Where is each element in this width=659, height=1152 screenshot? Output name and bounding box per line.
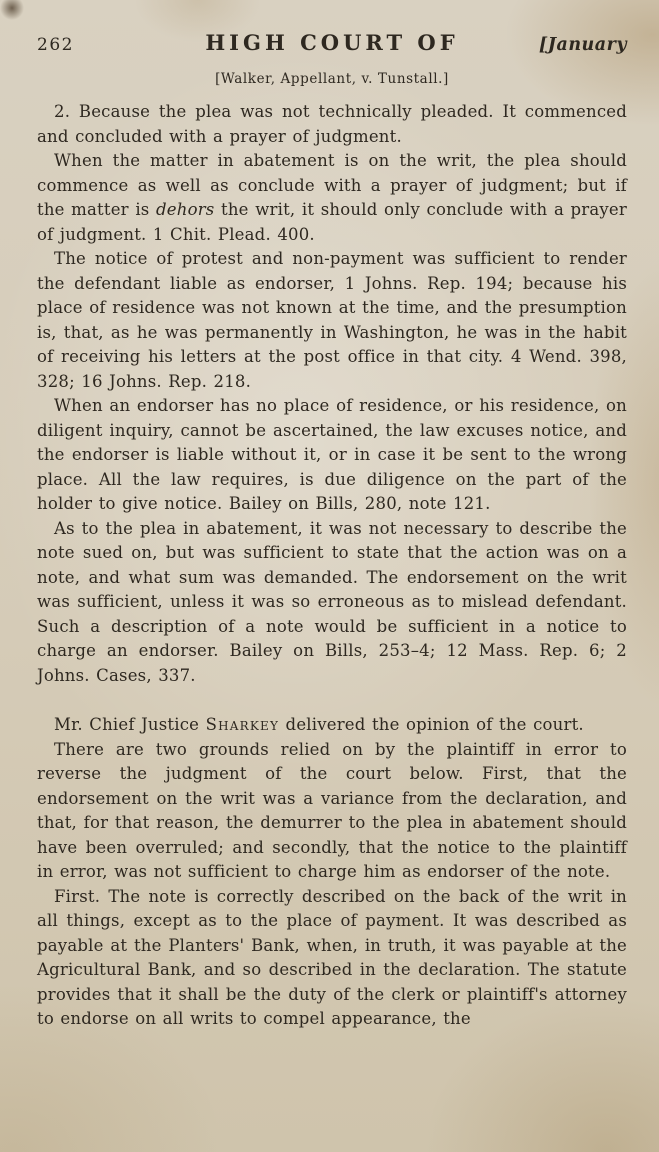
paragraph-6 bbox=[37, 713, 627, 738]
paragraph-8: First. The note is correctly described on the back of the writ in all things, except as to the place of payment. It was described as payable at the Planters' Bank, when, in truth, it was payable at the Agricultural Bank, and so described in the declaration. The statute provides that it shall be the duty of the clerk or plaintiff's attorney to endorse on all writs to compel appearance, the bbox=[37, 886, 627, 1028]
paragraph-5: As to the plea in abatement, it was not necessary to describe the note sued on, but was sufficient to state that the action was on a note, and what sum was demanded. The endorsement on the writ was sufficient, unless it was so erroneous as to mislead defendant. Such a description of a note would be sufficient in a notice to charge an endorser. Bailey on Bills, 253–4; 12 Mass. Rep. 6; 2 Johns. Cases, 337. bbox=[37, 518, 627, 685]
paragraph-6-post: delivered the opinion of the court. bbox=[279, 715, 584, 734]
header-title: HIGH COURT OF bbox=[205, 30, 459, 55]
case-caption: [Walker, Appellant, v. Tunstall.] bbox=[215, 71, 449, 87]
header-date: [January bbox=[538, 35, 627, 55]
justice-name: Sharkey bbox=[205, 715, 280, 734]
paragraph-2 bbox=[37, 149, 627, 247]
paragraph-4: When an endorser has no place of residence, or his residence, on diligent inquiry, cannot be ascertained, the law excuses notice, and the endorser is liable without it, or in case it be sent to the wrong place. All the law requires, is due diligence on the part of the holder to give notice. Bailey on Bills, 280, note 121. bbox=[37, 396, 627, 513]
italic-term-dehors: dehors bbox=[156, 200, 215, 219]
paragraph-1: 2. Because the plea was not technically pleaded. It commenced and concluded with a prayer of judgment. bbox=[37, 102, 627, 146]
body-text bbox=[37, 100, 627, 1032]
paragraph-6-pre: Mr. Chief Justice bbox=[54, 715, 206, 734]
page-content bbox=[37, 30, 627, 1032]
page-header bbox=[37, 30, 627, 55]
paragraph-7: There are two grounds relied on by the plaintiff in error to reverse the judgment of the court below. First, that the endorsement on the writ was a variance from the declaration, and that, for that reason, the demurrer to the plea in abatement should have been overruled; and secondly, that the notice to the plaintiff in error, was not sufficient to charge him as endorser of the note. bbox=[37, 739, 627, 881]
paragraph-2-post: the writ, it should only conclude with a prayer of judgment. 1 Chit. Plead. 400. bbox=[37, 200, 627, 244]
page-number: 262 bbox=[37, 35, 74, 55]
paragraph-2-pre: When the matter in abatement is on the writ, the plea should commence as well as conclude with a prayer of judgment; but if the matter is bbox=[37, 151, 627, 219]
paragraph-3: The notice of protest and non-payment was sufficient to render the defendant liable as endorser, 1 Johns. Rep. 194; because his place of residence was not known at the time, and the presumption is, that, as he was permanently in Washington, he was in the habit of receiving his letters at the post office in that city. 4 Wend. 398, 328; 16 Johns. Rep. 218. bbox=[37, 249, 627, 391]
